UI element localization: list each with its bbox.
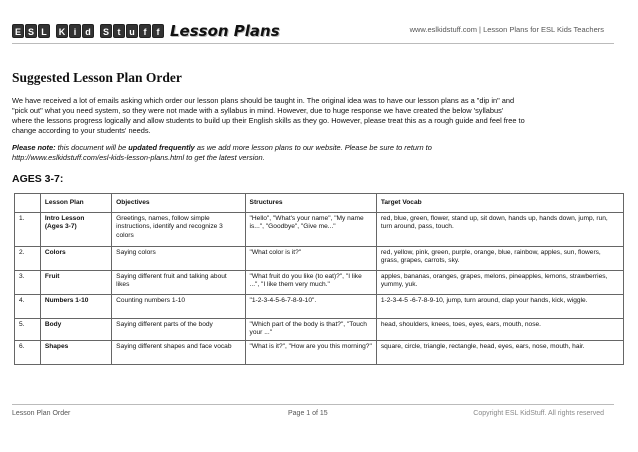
header-cell-number [15,194,41,213]
table-row [15,271,624,295]
structures-cell: "Hello", "What's your name", "My name is...", "Goodbye", "Give me..." [245,213,376,247]
logo-letter-tile: L [38,24,50,38]
objectives-cell: Greetings, names, follow simple instructions, identify and recognize 3 colors [112,213,245,247]
logo-letter-tile [95,24,99,38]
note-url-line: http://www.eslkidstuff.com/esl-kids-lesson-plans.html to get the latest version. [12,153,265,162]
intro-paragraph [12,96,612,136]
target-vocab-cell: apples, bananas, oranges, grapes, melons, pineapples, lemons, strawberries, yummy, yuk. [376,271,623,295]
update-note [12,143,612,163]
logo-tiles [12,24,164,38]
note-text: this document will be [57,143,129,152]
structures-cell: "What color is it?" [245,247,376,271]
footer-divider [12,404,614,405]
lesson-plan-name: Intro Lesson (Ages 3-7) [40,213,111,247]
logo-letter-tile: d [82,24,94,38]
target-vocab-cell: red, yellow, pink, green, purple, orange, blue, rainbow, apples, sun, flowers, grass, grapes, carrots, sky. [376,247,623,271]
row-number: 3. [15,271,41,295]
footer-title: Lesson Plan Order [12,410,71,417]
structures-cell: "What fruit do you like (to eat)?", "I like ...", "I like them very much." [245,271,376,295]
note-emphasis: updated frequently [128,143,195,152]
row-number: 2. [15,247,41,271]
objectives-cell: Counting numbers 1-10 [112,295,245,319]
header-site-text: www.eslkidstuff.com | Lesson Plans for ESL Kids Teachers [409,25,604,34]
logo-letter-tile: S [100,24,112,38]
header-cell-lesson-plan: Lesson Plan [40,194,111,213]
lesson-plan-name: Body [40,319,111,341]
objectives-cell: Saying colors [112,247,245,271]
logo-letter-tile: t [113,24,125,38]
note-line [12,143,612,153]
target-vocab-cell: square, circle, triangle, rectangle, head, eyes, ears, nose, mouth, hair. [376,341,623,365]
structures-cell: "1-2-3-4-5-6-7-8-9-10". [245,295,376,319]
logo-lesson-plans: Lesson Plans [170,22,280,40]
intro-line: where the lessons progress logically and allow students to build up their English skills as they go. However, please treat this as a rough guide and feel free to [12,116,525,125]
table-row [15,247,624,271]
lesson-plan-table [14,193,624,365]
table-row [15,319,624,341]
table-header-row [15,194,624,213]
lesson-plan-name: Colors [40,247,111,271]
structures-cell: "Which part of the body is that?", "Touch your ..." [245,319,376,341]
note-text: as we add more lesson plans to our website. Please be sure to return to [194,143,432,152]
logo-letter-tile: u [126,24,138,38]
row-number: 4. [15,295,41,319]
page-number: Page 1 of 15 [288,410,328,417]
target-vocab-cell: head, shoulders, knees, toes, eyes, ears, mouth, nose. [376,319,623,341]
header-cell-target-vocab: Target Vocab [376,194,623,213]
header-divider [12,43,614,44]
row-number: 1. [15,213,41,247]
logo-letter-tile [51,24,55,38]
table-row [15,295,624,319]
ages-heading: AGES 3-7: [12,173,64,185]
target-vocab-cell: 1-2-3-4-5 -6-7-8-9-10, jump, turn around, clap your hands, kick, wiggle. [376,295,623,319]
logo-letter-tile: f [152,24,164,38]
row-number: 5. [15,319,41,341]
intro-line: change according to your students' needs. [12,126,151,135]
logo-letter-tile: f [139,24,151,38]
header-cell-structures: Structures [245,194,376,213]
intro-line: We have received a lot of emails asking which order our lesson plans should be taught in. The original idea was to have our lesson plans as a "dip in" and [12,96,515,105]
target-vocab-cell: red, blue, green, flower, stand up, sit down, hands up, hands down, jump, run, turn around, pass, touch. [376,213,623,247]
header-cell-objectives: Objectives [112,194,245,213]
logo-letter-tile: i [69,24,81,38]
intro-line: "pick out" what you need system, so they were not made with a syllabus in mind. However, due to huge response we have created the below 'syllabus' [12,106,504,115]
logo [12,22,280,40]
objectives-cell: Saying different fruit and talking about likes [112,271,245,295]
logo-letter-tile: S [25,24,37,38]
logo-letter-tile: K [56,24,68,38]
note-label: Please note: [12,143,58,152]
objectives-cell: Saying different parts of the body [112,319,245,341]
logo-letter-tile: E [12,24,24,38]
table-row [15,213,624,247]
structures-cell: "What is it?", "How are you this morning?" [245,341,376,365]
row-number: 6. [15,341,41,365]
lesson-plan-name: Numbers 1-10 [40,295,111,319]
document-title: Suggested Lesson Plan Order [12,70,182,85]
lesson-plan-name: Shapes [40,341,111,365]
lesson-plan-name: Fruit [40,271,111,295]
footer-copyright: Copyright ESL KidStuff. All rights reserved [473,410,604,417]
table-row [15,341,624,365]
objectives-cell: Saying different shapes and face vocab [112,341,245,365]
